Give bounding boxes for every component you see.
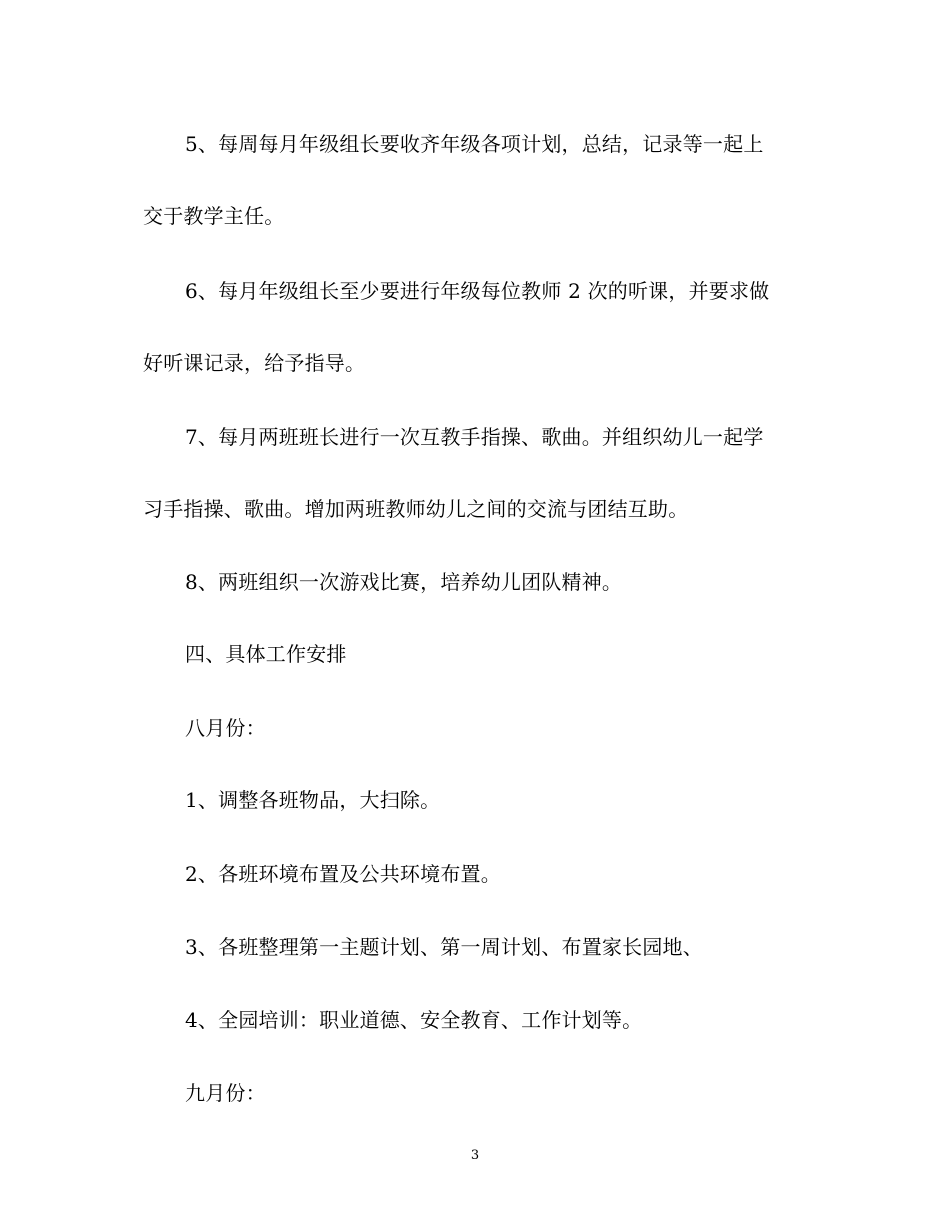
section-heading: 四、具体工作安排 bbox=[185, 642, 347, 666]
paragraph-line: 5、每周每月年级组长要收齐年级各项计划，总结，记录等一起上 bbox=[185, 132, 764, 156]
paragraph-line: 好听课记录，给予指导。 bbox=[143, 351, 366, 375]
paragraph-line: 6、每月年级组长至少要进行年级每位教师 2 次的听课，并要求做 bbox=[185, 279, 770, 303]
paragraph-line: 交于教学主任。 bbox=[143, 204, 285, 228]
month-heading: 八月份： bbox=[185, 716, 266, 740]
paragraph-line: 7、每月两班班长进行一次互教手指操、歌曲。并组织幼儿一起学 bbox=[185, 425, 764, 449]
list-item: 1、调整各班物品，大扫除。 bbox=[185, 788, 441, 812]
list-item: 4、全园培训：职业道德、安全教育、工作计划等。 bbox=[185, 1008, 643, 1032]
month-heading: 九月份： bbox=[185, 1081, 266, 1105]
page-number: 3 bbox=[470, 1148, 480, 1163]
list-item: 2、各班环境布置及公共环境布置。 bbox=[185, 862, 501, 886]
list-item: 3、各班整理第一主题计划、第一周计划、布置家长园地、 bbox=[185, 935, 703, 959]
paragraph-line: 8、两班组织一次游戏比赛，培养幼儿团队精神。 bbox=[185, 570, 623, 594]
paragraph-line: 习手指操、歌曲。增加两班教师幼儿之间的交流与团结互助。 bbox=[143, 497, 689, 521]
